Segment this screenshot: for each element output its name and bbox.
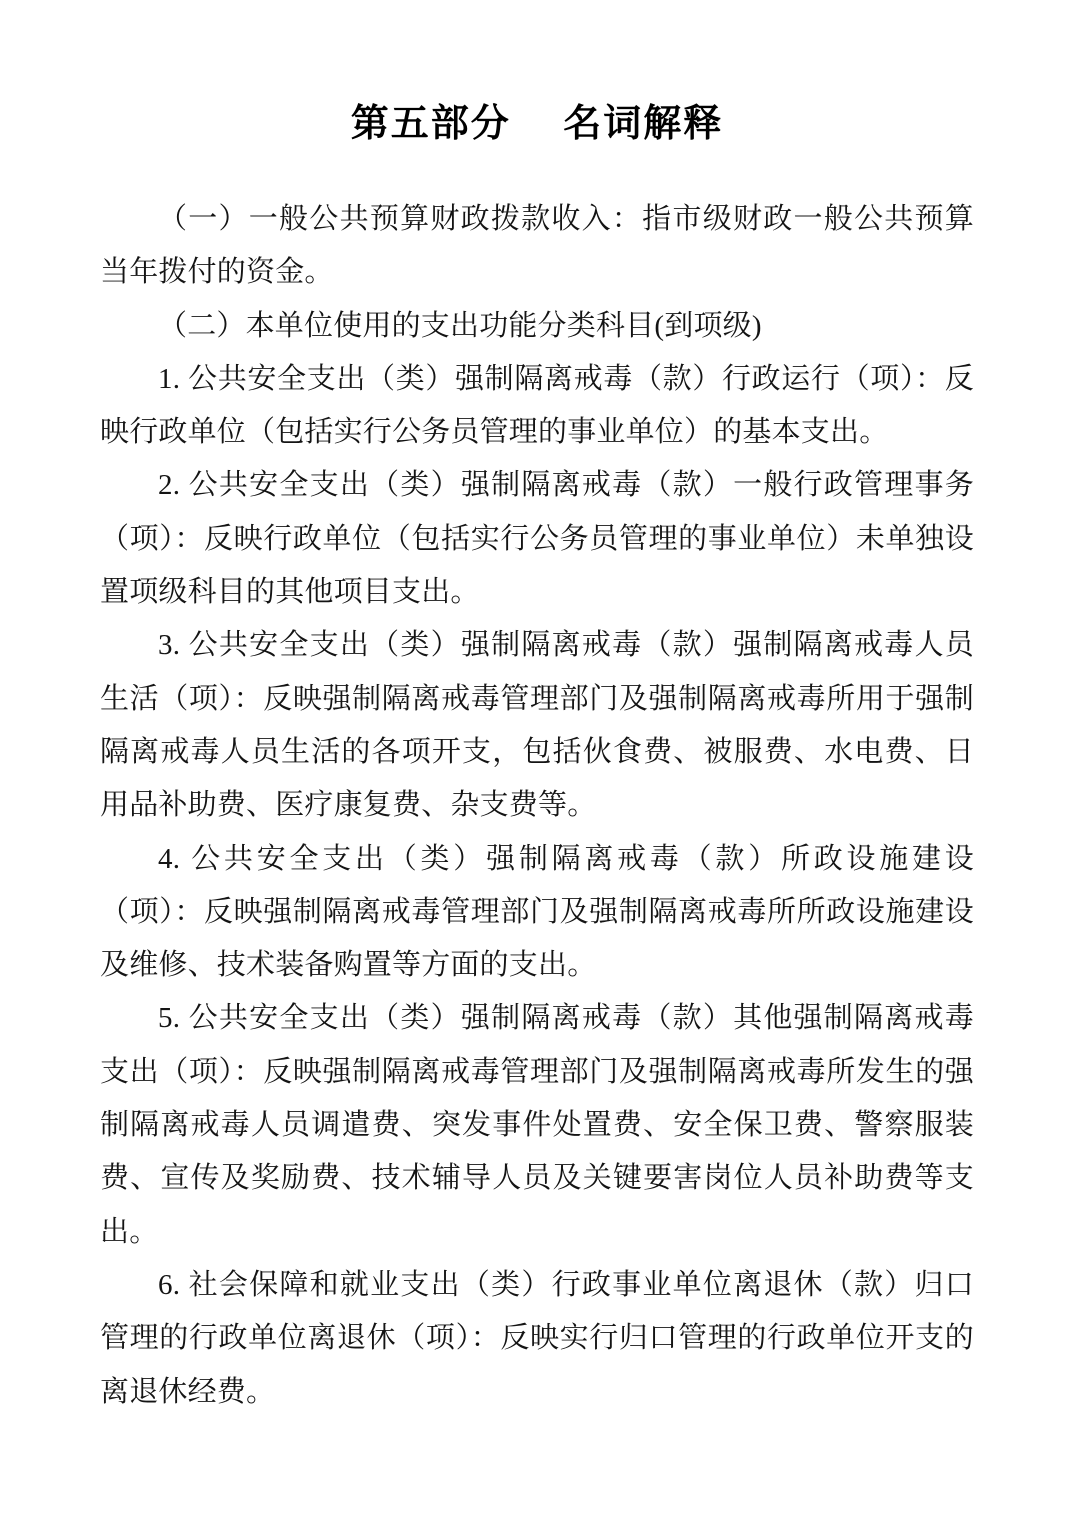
- paragraph-item-2-general-admin-affairs: 2. 公共安全支出（类）强制隔离戒毒（款）一般行政管理事务（项）：反映行政单位（包括实行公务员管理的事业单位）未单独设置项级科目的其他项目支出。: [100, 469, 974, 609]
- paragraph-item-4-facility-construction: 4. 公共安全支出（类）强制隔离戒毒（款）所政设施建设（项）：反映强制隔离戒毒管理部门及强制隔离戒毒所所政设施建设及维修、技术装备购置等方面的支出。: [100, 842, 974, 982]
- paragraph-item-1-administrative-operation: 1. 公共安全支出（类）强制隔离戒毒（款）行政运行（项）：反映行政单位（包括实行公务员管理的事业单位）的基本支出。: [100, 362, 974, 449]
- paragraph-item-6-retirement-expense: 6. 社会保障和就业支出（类）行政事业单位离退休（款）归口管理的行政单位离退休（项）：反映实行归口管理的行政单位开支的离退休经费。: [100, 1268, 974, 1408]
- document-title: 第五部分 名词解释: [350, 103, 724, 145]
- paragraph-item-3-detainee-living: 3. 公共安全支出（类）强制隔离戒毒（款）强制隔离戒毒人员生活（项）：反映强制隔离戒毒管理部门及强制隔离戒毒所用于强制隔离戒毒人员生活的各项开支，包括伙食费、被服费、水电费、日用品补助费、医疗康复费、杂支费等。: [100, 629, 974, 822]
- paragraph-expense-classification-heading: （二）本单位使用的支出功能分类科目(到项级): [158, 309, 762, 342]
- paragraph-general-budget-income: （一）一般公共预算财政拨款收入：指市级财政一般公共预算当年拨付的资金。: [100, 203, 974, 289]
- document-body: [100, 193, 974, 1419]
- paragraph-item-5-other-detox-expense: 5. 公共安全支出（类）强制隔离戒毒（款）其他强制隔离戒毒支出（项）：反映强制隔离戒毒管理部门及强制隔离戒毒所发生的强制隔离戒毒人员调遣费、突发事件处置费、安全保卫费、警察服装费、宣传及奖励费、技术辅导人员及关键要害岗位人员补助费等支出。: [100, 1002, 974, 1248]
